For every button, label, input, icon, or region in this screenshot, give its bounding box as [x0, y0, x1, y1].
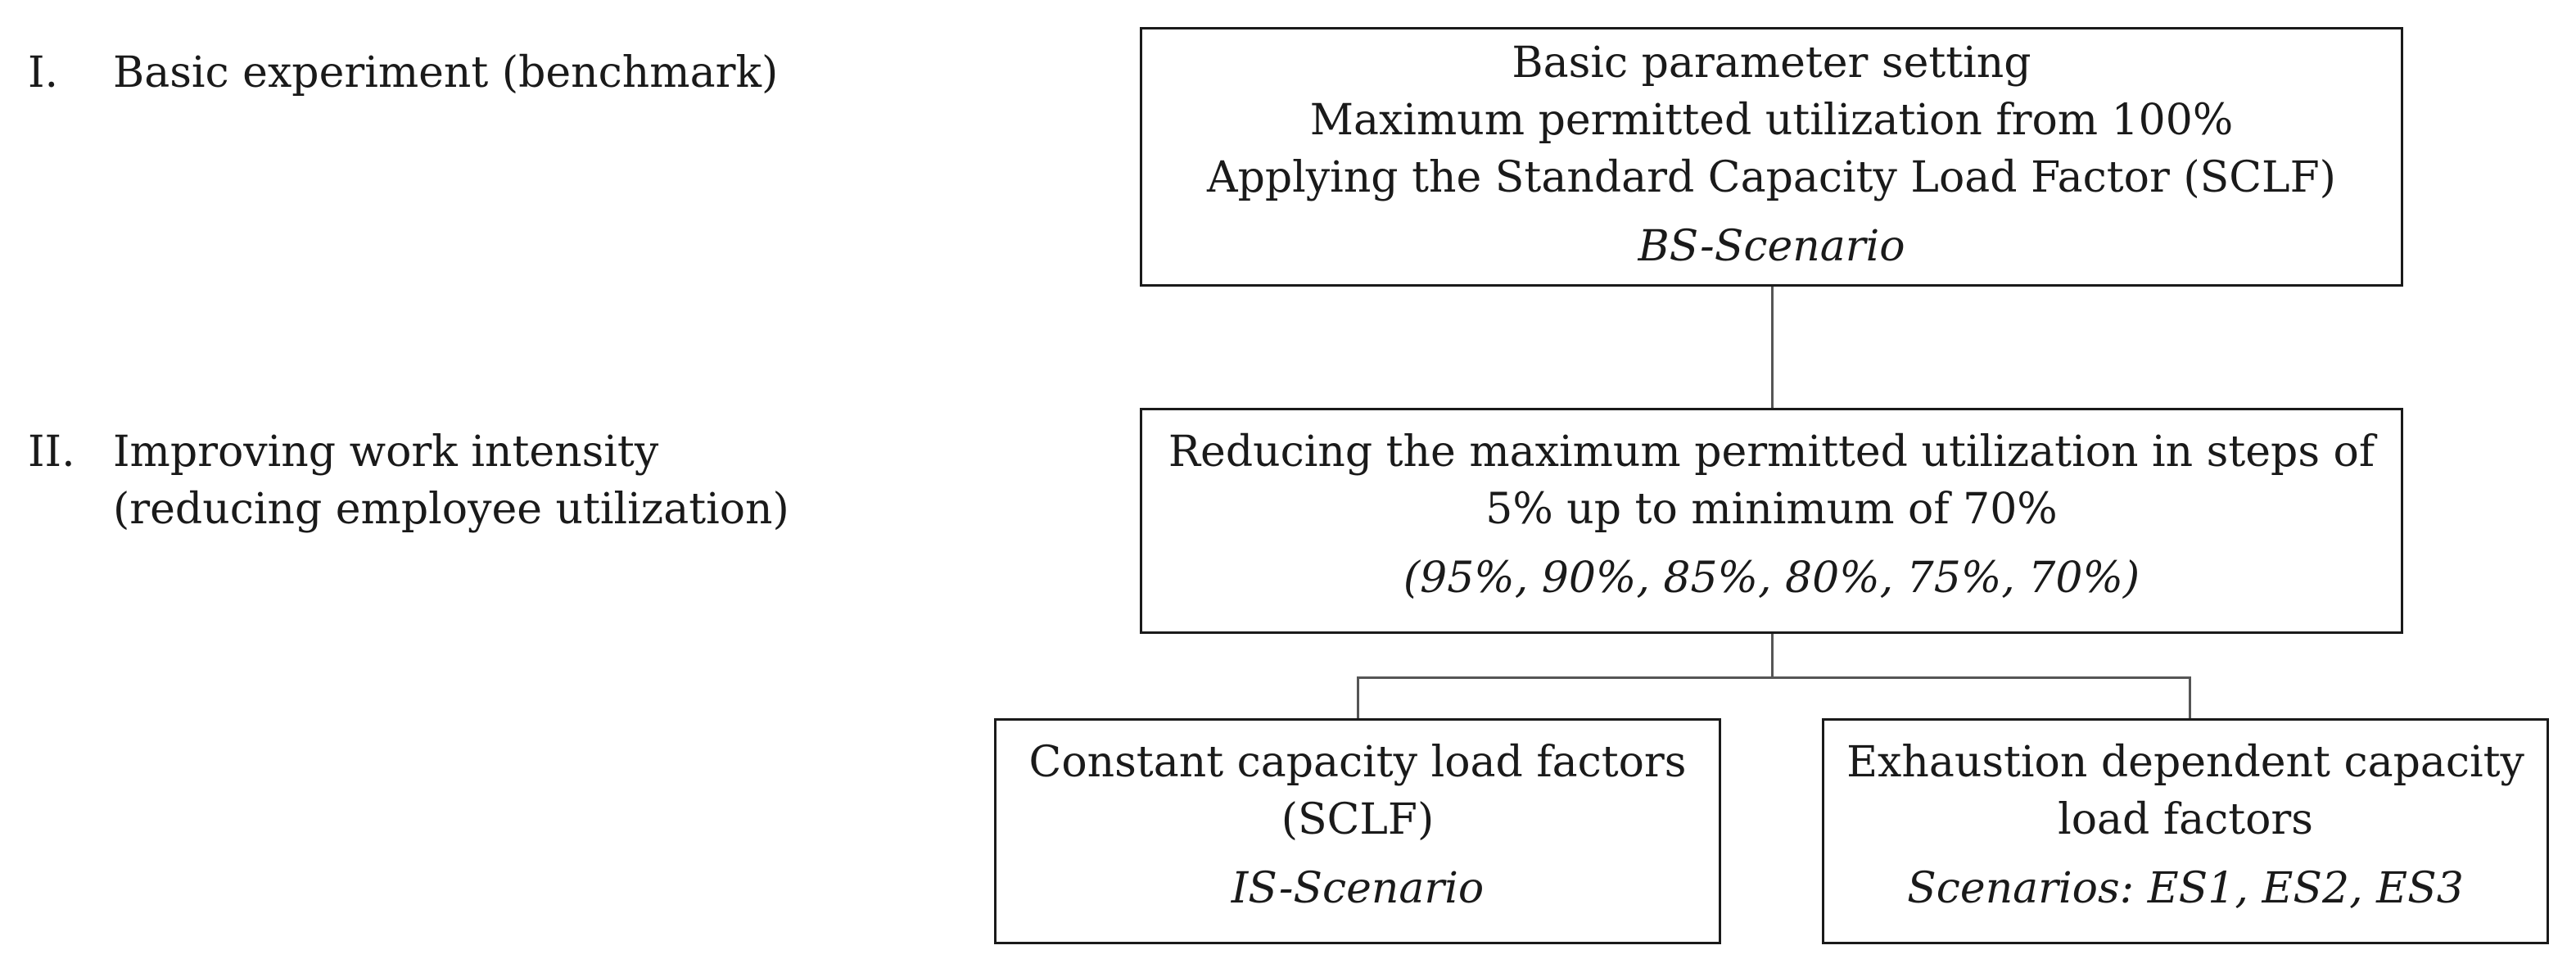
reduce-line-2: 5% up to minimum of 70%	[1485, 485, 2058, 534]
connector-to-exhaustion	[2189, 676, 2191, 718]
stage-2-line-1: Improving work intensity	[113, 427, 659, 477]
stage-2-line-2: (reducing employee utilization)	[113, 485, 789, 534]
reduce-steps-label: (95%, 90%, 85%, 80%, 75%, 70%)	[1403, 554, 2140, 603]
exhaustion-scenario-label: Scenarios: ES1, ES2, ES3	[1907, 864, 2464, 913]
connector-basic-to-reduce	[1771, 287, 1774, 408]
constant-scenario-label: IS-Scenario	[1231, 864, 1485, 913]
reduce-utilization-box	[1140, 408, 2403, 634]
connector-reduce-stem	[1771, 634, 1774, 678]
exhaustion-line-2: load factors	[2058, 795, 2313, 844]
exhaustion-capacity-box	[1822, 718, 2549, 944]
basic-line-2: Maximum permitted utilization from 100%	[1309, 96, 2234, 145]
exhaustion-line-1: Exhaustion dependent capacity	[1846, 738, 2524, 787]
basic-line-1: Basic parameter setting	[1512, 38, 2031, 88]
stage-1-number: I.	[28, 48, 59, 97]
basic-line-3: Applying the Standard Capacity Load Factor (SCLF)	[1207, 153, 2336, 202]
stage-1-line: Basic experiment (benchmark)	[113, 48, 779, 97]
basic-parameter-box	[1140, 27, 2403, 287]
constant-line-1: Constant capacity load factors	[1028, 738, 1687, 787]
reduce-line-1: Reducing the maximum permitted utilization in steps of	[1168, 427, 2375, 477]
stage-1-text	[113, 44, 778, 102]
basic-scenario-label: BS-Scenario	[1638, 222, 1905, 271]
constant-capacity-box	[994, 718, 1721, 944]
stage-2-number: II.	[28, 427, 75, 477]
connector-branch-horizontal	[1357, 676, 2191, 679]
constant-line-2: (SCLF)	[1281, 795, 1435, 844]
stage-2-text	[113, 423, 789, 538]
connector-to-constant	[1357, 676, 1359, 718]
